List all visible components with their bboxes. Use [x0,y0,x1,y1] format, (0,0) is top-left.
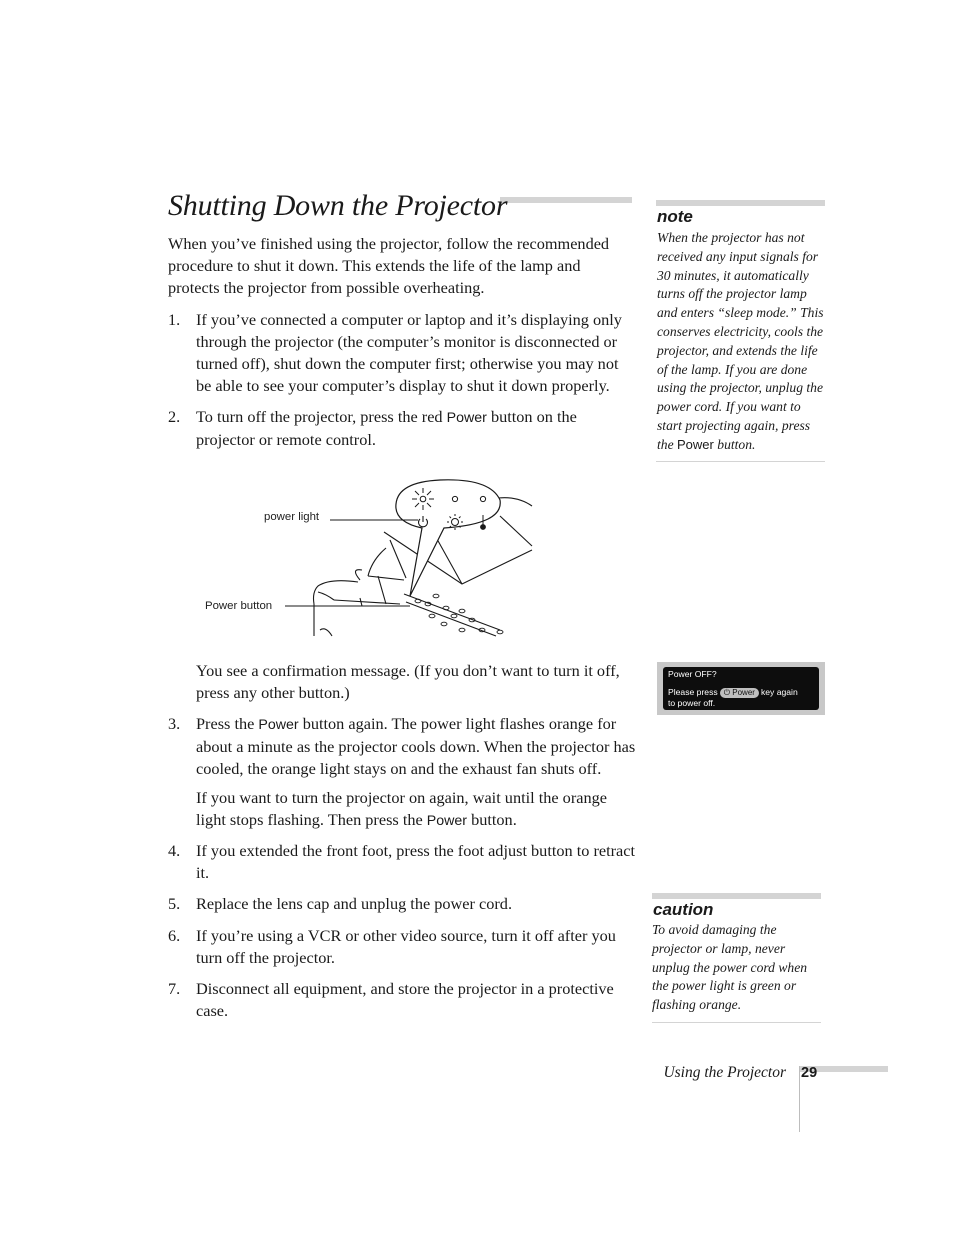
power-off-confirmation-osd [663,667,819,710]
power-light-callout-label: power light [264,511,320,523]
step-number: 1. [168,310,181,329]
intro-paragraph: When you’ve finished using the projector, follow the recommended procedure to shut it down. This extends the life of the lamp and protects the projector from possible overheating. [168,234,610,297]
note-body: When the projector has not received any input signals for 30 minutes, it automatically turns off the projector lamp and enters “sleep mode.” This conserves electricity, cools the projector, and extends the life of the lamp. If you are done using the projector, unplug the power cord. If you want to start projecting again, press the Power button. [657,230,824,452]
power-key-label: Power [446,410,487,426]
osd-power-key-badge: ⏻ Power [720,688,759,698]
step-number: 4. [168,841,181,860]
page-title: Shutting Down the Projector [168,189,508,222]
step-text: Press the Power button again. The power light flashes orange for about a minute as the projector cools down. When the projector has cooled, the orange light stays on and the exhaust fan shuts off. [196,714,636,778]
step-text: If you extended the front foot, press the foot adjust button to retract it. [196,841,636,882]
power-key-label: Power [426,813,468,829]
page-number: 29 [801,1065,818,1081]
projector-control-panel-figure [200,470,540,640]
osd-title: Power OFF? [668,669,717,679]
restart-paragraph: If you want to turn the projector on again, wait until the orange light stops flashing. Then press the Power button. [196,788,607,829]
panel-buttons-drawing [415,594,503,634]
osd-instruction-continued: to power off. [668,698,716,708]
lamp-light-indicator [452,496,457,501]
footer-section-title: Using the Projector [663,1064,786,1081]
temp-light-indicator [480,496,485,501]
step-number: 7. [168,979,181,998]
power-button-callout-label: Power button [205,600,273,612]
footer-divider [799,1066,800,1132]
step-text: Disconnect all equipment, and store the projector in a protective case. [196,979,614,1020]
step-text: If you’ve connected a computer or laptop and it’s displaying only through the projector (the computer’s monitor is disconnected or turned off), shut down the computer first; otherwise you may not be able to see your computer’s display to shut it down properly. [196,310,622,395]
note-end-rule [656,461,825,462]
confirmation-paragraph: You see a confirmation message. (If you don’t want to turn it off, press any other button.) [196,661,620,702]
caution-heading: caution [653,900,714,919]
power-key-label: Power [258,717,299,733]
step-text: To turn off the projector, press the red Power button on the projector or remote control. [196,407,577,449]
caution-body: To avoid damaging the projector or lamp, never unplug the power cord when the power light is green or flashing orange. [652,922,808,1013]
caution-end-rule [652,1022,821,1023]
step-number: 5. [168,894,181,913]
step-number: 2. [168,407,181,426]
note-rule [656,200,825,206]
step-number: 6. [168,926,181,945]
step-number: 3. [168,714,181,733]
caution-rule [652,893,821,899]
note-heading: note [657,207,693,226]
power-key-label: Power [677,436,714,452]
osd-instruction: Please press ⏻ Power key again [668,687,798,697]
step-text: Replace the lens cap and unplug the power cord. [196,894,513,913]
step-text: If you’re using a VCR or other video source, turn it off after you turn off the projector. [196,926,616,967]
power-light-flash-icon [412,488,434,510]
